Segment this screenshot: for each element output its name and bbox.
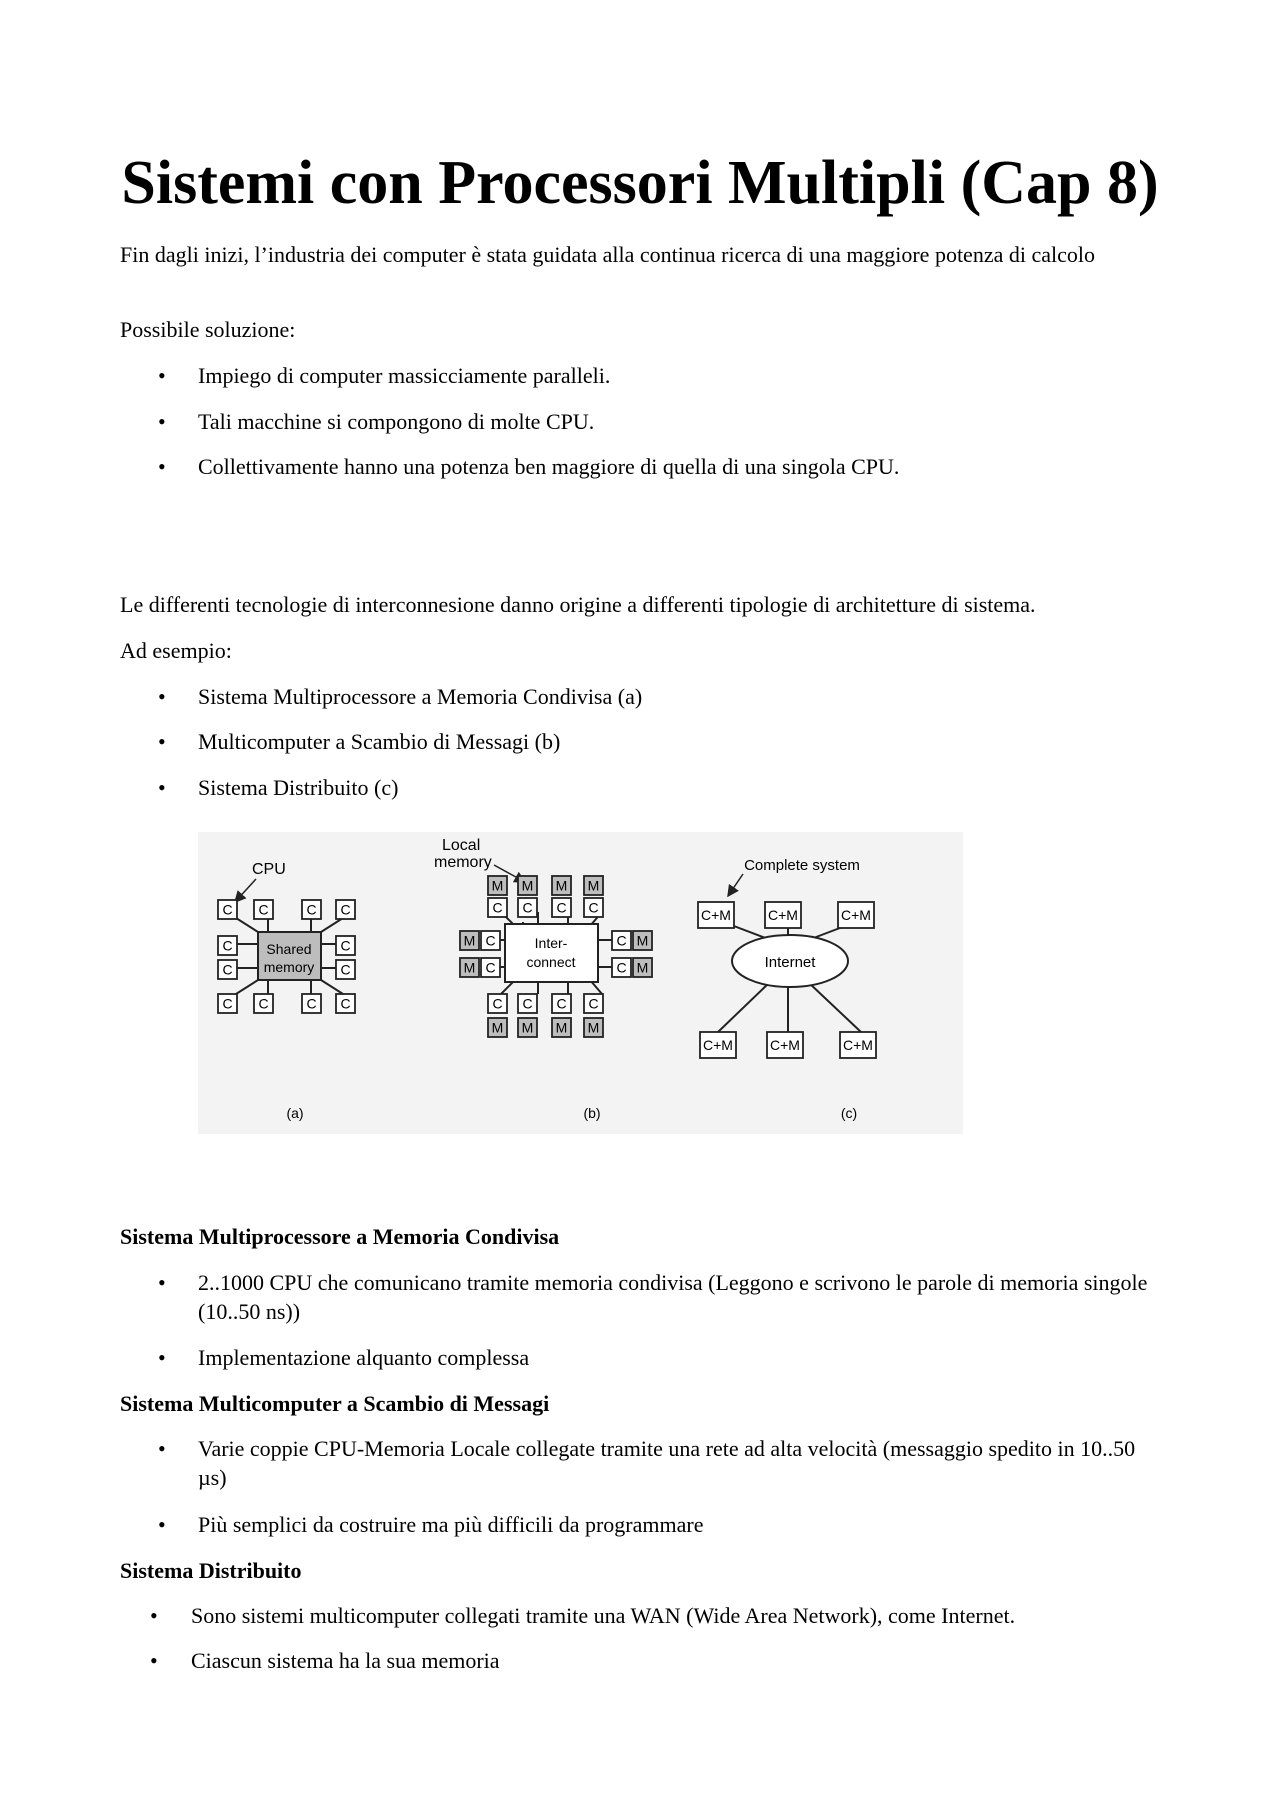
shared-memory-label: memory [263,959,315,975]
svg-text:M: M [521,1019,534,1036]
bullet-marker: • [158,409,166,434]
cpu-box [488,994,507,1013]
cpu-box [254,900,273,919]
svg-text:C: C [340,937,351,954]
section-3-bullet-1: Sono sistemi multicomputer collegati tramite una WAN (Wide Area Network), come Internet. [191,1603,1016,1628]
svg-text:C: C [588,995,599,1012]
svg-text:C: C [222,901,233,918]
memory-box [584,876,603,895]
section-1-bullet-1: 2..1000 CPU che comunicano tramite memoria condivisa (Leggono e scrivono le parole di memoria singole (10..50 ns)) [198,1270,1148,1324]
memory-box [584,1018,603,1037]
intro-bullet-1: Impiego di computer massicciamente paralleli. [198,363,611,388]
svg-text:C+M: C+M [770,1037,800,1053]
cpu-box [584,994,603,1013]
caption-c: (c) [840,1105,858,1121]
bullet-marker: • [158,1270,166,1295]
intro-paragraph: Fin dagli inizi, l’industria dei computer è stata guidata alla continua ricerca di una maggiore potenza di calcolo [120,242,1095,267]
bullet-marker: • [158,1436,166,1461]
svg-text:M: M [636,932,649,949]
svg-text:C: C [616,959,627,976]
cpu-box [612,931,631,950]
section-2-bullet-2: Più semplici da costruire ma più difficili da programmare [198,1512,704,1537]
memory-box [460,931,479,950]
svg-text:M: M [491,1019,504,1036]
cpu-box [584,898,603,917]
intro-bullet-2: Tali macchine si compongono di molte CPU. [198,409,595,434]
cpu-box [481,931,500,950]
bullet-marker: • [150,1603,158,1628]
svg-text:C: C [556,995,567,1012]
svg-text:M: M [521,877,534,894]
interconnect-label: connect [526,954,576,970]
complete-system-box [698,902,734,928]
complete-system-box [765,902,801,928]
interconnect-lead: Ad esempio: [120,638,232,663]
cpu-box [612,958,631,977]
svg-text:C: C [485,932,496,949]
local-memory-label: memory [434,854,492,871]
cpu-box [518,898,537,917]
svg-text:C: C [522,995,533,1012]
svg-text:C: C [258,995,269,1012]
memory-box [518,1018,537,1037]
svg-text:C+M: C+M [841,907,871,923]
svg-text:C: C [340,961,351,978]
complete-system-box [838,902,874,928]
svg-text:C: C [340,901,351,918]
cpu-box [488,898,507,917]
cpu-box [218,960,237,979]
memory-box [518,876,537,895]
svg-text:C: C [492,899,503,916]
svg-text:M: M [636,959,649,976]
bullet-marker: • [158,775,166,800]
cpu-box [336,900,355,919]
complete-system-box [767,1032,803,1058]
caption-b: (b) [583,1105,601,1121]
svg-text:C: C [222,961,233,978]
architecture-diagram [198,832,963,1134]
arch-bullet-2: Multicomputer a Scambio di Messagi (b) [198,729,561,754]
svg-text:C+M: C+M [703,1037,733,1053]
svg-text:C+M: C+M [843,1037,873,1053]
memory-box [488,876,507,895]
intro-bullet-3: Collettivamente hanno una potenza ben maggiore di quella di una singola CPU. [198,454,900,479]
interconnect-label: Inter- [534,935,568,951]
cpu-label: CPU [252,861,286,878]
cpu-box [254,994,273,1013]
section-2-bullet-1: Varie coppie CPU-Memoria Locale collegate tramite una rete ad alta velocità (messaggio spedito in 10..50 µs) [198,1436,1136,1490]
cpu-box [336,936,355,955]
svg-text:M: M [587,1019,600,1036]
bullet-marker: • [158,1512,166,1537]
svg-text:M: M [491,877,504,894]
complete-system-box [700,1032,736,1058]
bullet-marker: • [158,363,166,388]
section-heading-multicomputer: Sistema Multicomputer a Scambio di Messagi [120,1391,550,1416]
cpu-box [218,994,237,1013]
cpu-box [302,900,321,919]
svg-text:C: C [588,899,599,916]
svg-text:M: M [555,1019,568,1036]
svg-text:M: M [555,877,568,894]
bullet-marker: • [158,1345,166,1370]
memory-box [633,958,652,977]
cpu-box [336,994,355,1013]
svg-text:C+M: C+M [768,907,798,923]
interconnect-paragraph: Le differenti tecnologie di interconnesione danno origine a differenti tipologie di architetture di sistema. [120,592,1036,617]
page-title: Sistemi con Processori Multipli (Cap 8) [121,149,1159,217]
svg-text:C: C [340,995,351,1012]
svg-text:C: C [522,899,533,916]
svg-text:M: M [463,959,476,976]
memory-box [460,958,479,977]
section-1-bullet-2: Implementazione alquanto complessa [198,1345,530,1370]
svg-text:C: C [485,959,496,976]
svg-text:C: C [222,937,233,954]
local-memory-label: Local [442,837,481,854]
memory-box [488,1018,507,1037]
svg-text:M: M [587,877,600,894]
memory-box [552,876,571,895]
svg-text:C: C [258,901,269,918]
cpu-box [481,958,500,977]
cpu-box [518,994,537,1013]
svg-text:C: C [306,995,317,1012]
bullet-marker: • [150,1648,158,1673]
arch-bullet-1: Sistema Multiprocessore a Memoria Condivisa (a) [198,684,643,709]
arch-bullet-3: Sistema Distribuito (c) [198,775,399,800]
cpu-box [218,936,237,955]
internet-label: Internet [764,954,816,971]
caption-a: (a) [286,1105,304,1121]
complete-system-label: Complete system [744,857,860,874]
bullet-marker: • [158,454,166,479]
svg-text:C: C [306,901,317,918]
memory-box [633,931,652,950]
complete-system-box [840,1032,876,1058]
cpu-box [552,994,571,1013]
shared-memory-label: Shared [266,941,312,957]
cpu-box [552,898,571,917]
section-3-bullet-2: Ciascun sistema ha la sua memoria [191,1648,500,1673]
cpu-box [218,900,237,919]
svg-text:C: C [222,995,233,1012]
svg-text:C: C [556,899,567,916]
memory-box [552,1018,571,1037]
svg-text:M: M [463,932,476,949]
section-heading-shared-memory: Sistema Multiprocessore a Memoria Condivisa [120,1224,560,1249]
svg-text:C: C [492,995,503,1012]
bullet-marker: • [158,729,166,754]
bullet-marker: • [158,684,166,709]
cpu-box [302,994,321,1013]
svg-text:C: C [616,932,627,949]
cpu-box [336,960,355,979]
svg-text:C+M: C+M [701,907,731,923]
section-heading-distributed: Sistema Distribuito [120,1558,302,1583]
intro-lead: Possibile soluzione: [120,317,296,342]
